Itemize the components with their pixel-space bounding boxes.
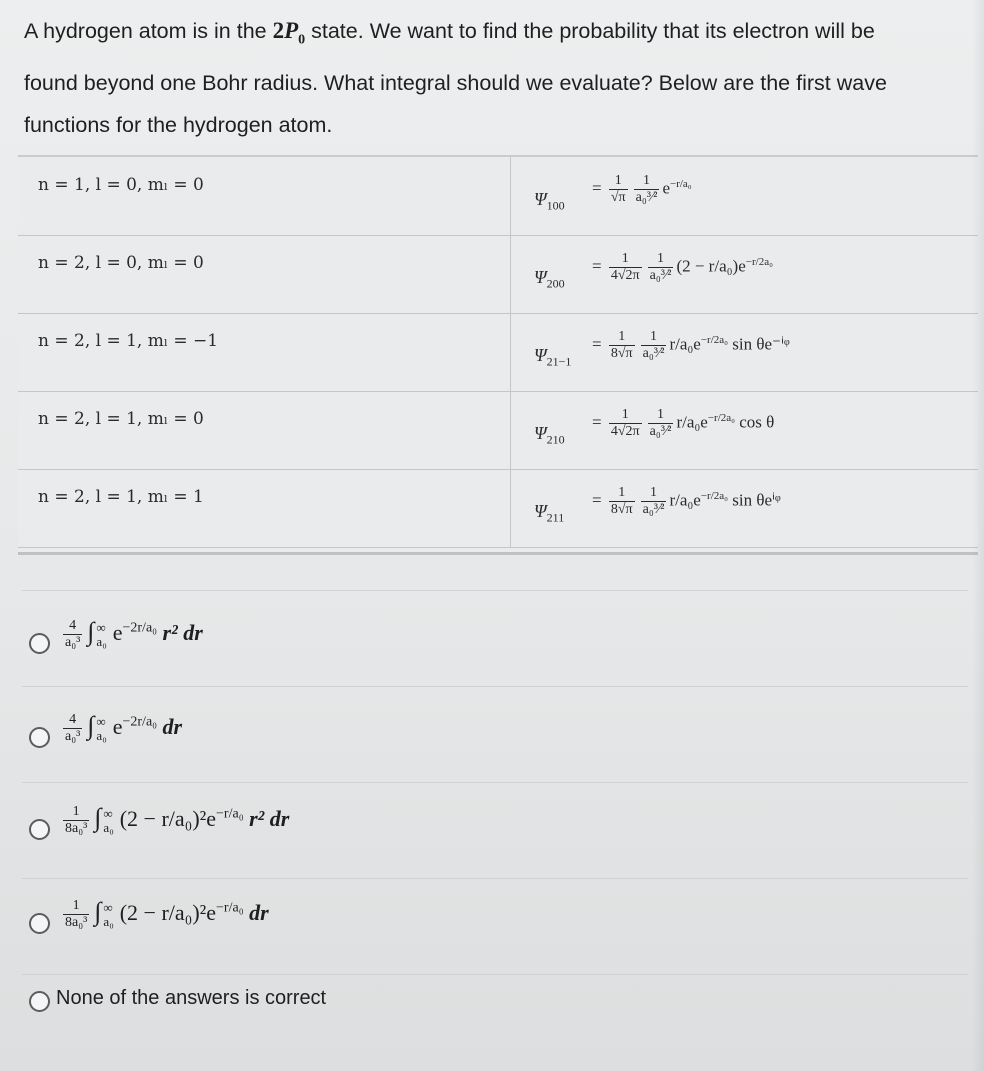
upper-limit: ∞: [96, 619, 106, 635]
fraction-denominator: a₀³⁄²: [642, 346, 665, 361]
fraction-numerator: 1: [648, 251, 674, 268]
coefficient-denominator: a₀³: [65, 729, 81, 745]
radio-button[interactable]: [29, 991, 50, 1012]
lower-limit: a₀: [96, 727, 107, 743]
fraction-denominator: 4√2π: [610, 268, 640, 283]
coefficient: [63, 804, 89, 837]
coefficient: [63, 712, 82, 745]
psi-symbol: Ψ: [534, 423, 547, 443]
table-row: [18, 235, 978, 314]
fraction-1: [609, 329, 635, 362]
fraction-numerator: 1: [641, 485, 667, 502]
exponent: −2r/a₀: [122, 620, 158, 636]
differential: r² dr: [162, 620, 203, 645]
quantum-numbers: n = 1, l = 0, mₗ = 0: [38, 175, 204, 195]
psi-label: [534, 189, 565, 214]
wavefunction: [518, 401, 958, 461]
fraction-numerator: 1: [609, 485, 635, 502]
coefficient-denominator: 8a₀³: [65, 915, 88, 931]
psi-subscript: 200: [546, 276, 565, 291]
psi-subscript: 21−1: [546, 354, 572, 369]
answer-option[interactable]: [22, 686, 968, 779]
angular-factor: sin θe⁻ⁱᵠ: [732, 334, 790, 354]
question-text-after: state. We want to find the probability that its electron will be found beyond one Bohr radius. What integral should we evaluate? Below are the first wave functions for the hydrogen atom.: [24, 19, 887, 137]
lower-limit: a₀: [103, 819, 114, 835]
state-sub: 0: [298, 32, 306, 48]
column-divider: [510, 391, 511, 469]
state-letter: P: [284, 18, 299, 43]
upper-limit: ∞: [103, 805, 113, 821]
fraction-denominator: √π: [610, 190, 626, 205]
radio-button[interactable]: [29, 913, 50, 934]
radial-factor: r/a₀: [669, 334, 694, 354]
exponent: −r/a₀: [669, 177, 692, 190]
exponential-base: e: [206, 900, 217, 925]
psi-label: [534, 267, 565, 292]
radial-factor: r/a₀: [669, 490, 694, 510]
psi-symbol: Ψ: [534, 267, 547, 287]
fraction-denominator: a₀³⁄²: [649, 268, 672, 283]
quantum-numbers: n = 2, l = 1, mₗ = −1: [38, 331, 219, 351]
differential: dr: [162, 714, 183, 739]
psi-symbol: Ψ: [534, 189, 547, 209]
integral-sign: ∫: [87, 617, 95, 646]
upper-limit: ∞: [96, 713, 106, 729]
wavefunction-expression: = $\frac{1}{8√\pi}$ $\frac{1}{\text{a₀³⁄²}}$ $r/a_0e^{-r/2a_0}$ sin θe⁻ⁱᵠ: [592, 329, 790, 361]
fraction-numerator: 1: [609, 173, 628, 190]
integral-sign: ∫: [87, 711, 95, 740]
question-text: [24, 10, 924, 146]
coefficient: [63, 898, 89, 931]
exponent: −r/2a₀: [745, 255, 773, 268]
radio-button[interactable]: [29, 633, 50, 654]
none-option-label: None of the answers is correct: [56, 987, 327, 1009]
page-edge-shadow: [972, 0, 984, 1071]
wavefunction-expression: = $\frac{1}{4√2\pi}$ $\frac{1}{\text{a₀³⁄²}}$ $r/a_0e^{-r/2a_0}$ cos θ: [592, 407, 775, 439]
angular-factor: cos θ: [739, 412, 775, 432]
exponent: −r/2a₀: [700, 333, 728, 346]
angular-factor: sin θeⁱᵠ: [732, 490, 781, 510]
psi-label: [534, 423, 565, 448]
table-row: [18, 391, 978, 470]
fraction-denominator: 4√2π: [610, 424, 640, 439]
table-row: [18, 469, 978, 548]
psi-subscript: 100: [546, 198, 565, 213]
wavefunction-table: [18, 155, 978, 555]
exponential-base: e: [738, 256, 746, 276]
integral-limits: [96, 621, 106, 649]
exponential-base: e: [700, 412, 708, 432]
exponential-base: e: [206, 806, 217, 831]
coefficient-denominator: a₀³: [65, 635, 81, 651]
state-symbol: [272, 18, 306, 48]
upper-limit: ∞: [103, 899, 113, 915]
coefficient: [63, 618, 82, 651]
radio-button[interactable]: [29, 727, 50, 748]
option-expression: [60, 803, 289, 837]
wavefunction: [518, 245, 958, 305]
fraction-numerator: 1: [609, 407, 642, 424]
exponent: −r/a₀: [216, 900, 244, 916]
integral-limits: [96, 715, 106, 743]
psi-subscript: 211: [546, 510, 565, 525]
integral-limits: [103, 901, 113, 929]
fraction-denominator: 8√π: [610, 346, 633, 361]
psi-label: [534, 345, 571, 370]
quantum-numbers: n = 2, l = 1, mₗ = 0: [38, 409, 204, 429]
fraction-numerator: 1: [609, 251, 642, 268]
exponential-base: e: [112, 714, 123, 739]
lower-limit: a₀: [103, 913, 114, 929]
exponent: −r/2a₀: [700, 489, 728, 502]
differential: dr: [249, 900, 269, 925]
quantum-numbers: n = 2, l = 1, mₗ = 1: [38, 487, 204, 507]
exponent: −r/2a₀: [707, 411, 735, 424]
lower-limit: a₀: [96, 633, 107, 649]
question-text-before: A hydrogen atom is in the: [24, 19, 273, 43]
column-divider: [510, 235, 511, 313]
answer-option[interactable]: [22, 782, 968, 875]
quantum-numbers: n = 2, l = 0, mₗ = 0: [38, 253, 204, 273]
fraction-1: [609, 485, 635, 518]
exponent: −2r/a₀: [122, 714, 158, 730]
option-expression: [60, 617, 203, 651]
fraction-2: [648, 251, 674, 284]
exponential-base: e: [693, 334, 701, 354]
exponential-base: e: [693, 490, 701, 510]
column-divider: [510, 313, 511, 391]
fraction-denominator: a₀³⁄²: [635, 190, 658, 205]
fraction-numerator: 1: [648, 407, 674, 424]
radio-button[interactable]: [29, 819, 50, 840]
fraction-1: [609, 173, 628, 206]
psi-label: [534, 501, 564, 526]
exponent: −r/a₀: [216, 806, 244, 822]
wavefunction: [518, 479, 958, 539]
integrand-factor: (2 − r/a₀)²: [119, 900, 207, 925]
fraction-numerator: 1: [634, 173, 660, 190]
radial-factor: r/a₀: [676, 412, 701, 432]
wavefunction-expression: = $\frac{1}{8√\pi}$ $\frac{1}{\text{a₀³⁄²}}$ $r/a_0e^{-r/2a_0}$ sin θeⁱᵠ: [592, 485, 781, 517]
fraction-2: [648, 407, 674, 440]
integrand-factor: (2 − r/a₀)²: [119, 806, 207, 831]
column-divider: [510, 157, 511, 235]
fraction-denominator: a₀³⁄²: [649, 424, 672, 439]
fraction-2: [641, 329, 667, 362]
coefficient-numerator: 4: [63, 712, 82, 729]
coefficient-numerator: 1: [63, 898, 89, 915]
fraction-numerator: 1: [641, 329, 667, 346]
psi-symbol: Ψ: [534, 345, 547, 365]
coefficient-numerator: 4: [63, 618, 82, 635]
psi-symbol: Ψ: [534, 501, 547, 521]
table-row: [18, 157, 978, 236]
wavefunction-expression: = $\frac{1}{4√2\pi}$ $\frac{1}{\text{a₀³⁄²}}$ $(2 - r/a_0)e^{-r/2a_0}$: [592, 251, 773, 283]
fraction-denominator: 8√π: [610, 502, 633, 517]
integral-sign: ∫: [94, 803, 102, 832]
table-row: [18, 313, 978, 392]
wavefunction: [518, 167, 958, 227]
fraction-denominator: a₀³⁄²: [642, 502, 665, 517]
coefficient-denominator: 8a₀³: [65, 821, 88, 837]
wavefunction: [518, 323, 958, 383]
column-divider: [510, 469, 511, 547]
coefficient-numerator: 1: [63, 804, 89, 821]
exponential-base: e: [662, 178, 670, 198]
wavefunction-expression: = $\frac{1}{√\pi}$ $\frac{1}{\text{a₀³⁄²}}$ $e^{-r/a_0}$: [592, 173, 692, 205]
exponential-base: e: [112, 620, 123, 645]
radial-factor: (2 − r/a₀): [676, 256, 739, 276]
option-expression: [60, 897, 269, 931]
fraction-2: [634, 173, 660, 206]
answer-option-none[interactable]: [22, 974, 968, 1035]
integral-limits: [103, 807, 113, 835]
integral-sign: ∫: [94, 897, 102, 926]
answer-option[interactable]: [22, 590, 968, 683]
psi-subscript: 210: [546, 432, 565, 447]
answer-option[interactable]: [22, 878, 968, 971]
differential: r² dr: [249, 806, 290, 831]
fraction-1: [609, 251, 642, 284]
option-expression: [60, 711, 182, 745]
state-prefix: 2: [272, 18, 285, 43]
fraction-numerator: 1: [609, 329, 635, 346]
fraction-1: [609, 407, 642, 440]
fraction-2: [641, 485, 667, 518]
